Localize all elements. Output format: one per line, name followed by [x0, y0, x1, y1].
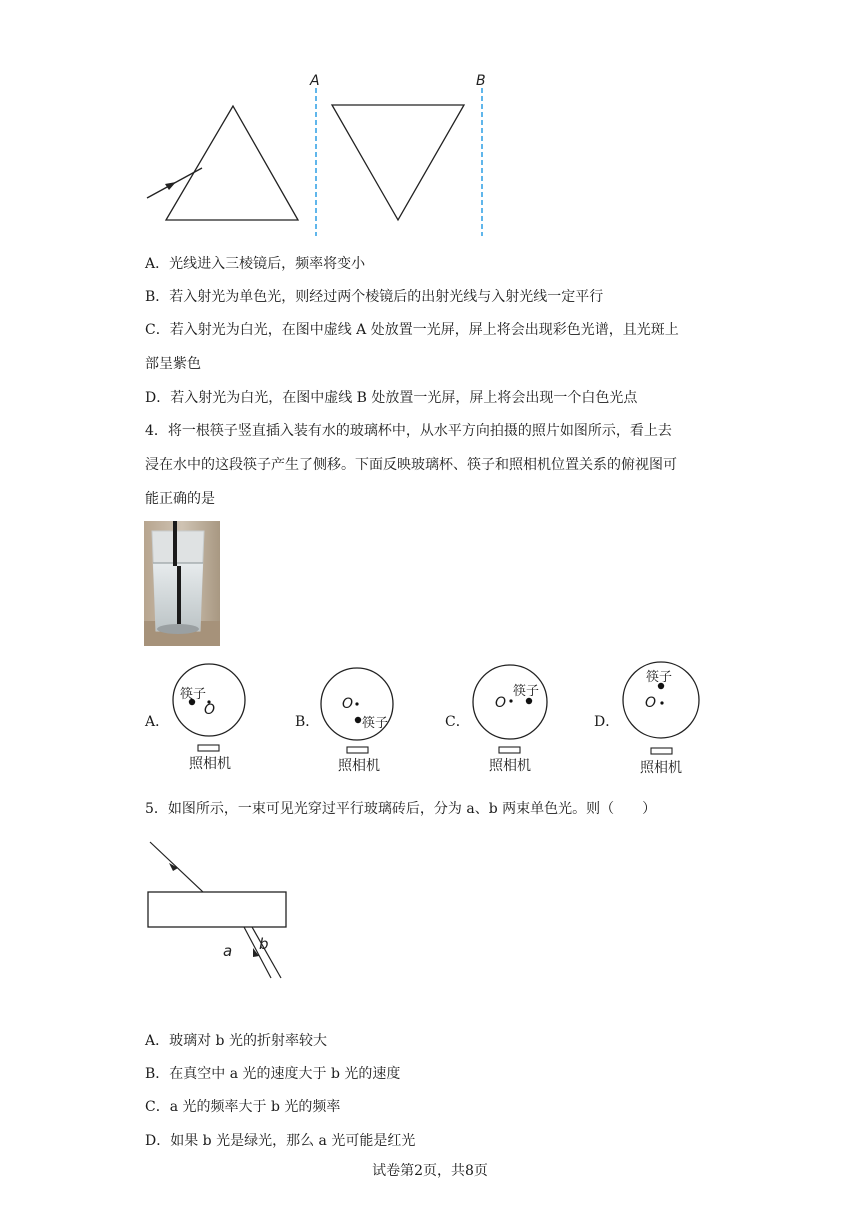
label-b: B	[476, 73, 486, 89]
q5-option-b: B．在真空中 a 光的速度大于 b 光的速度	[145, 1066, 401, 1082]
q4-option-c[interactable]	[445, 662, 565, 777]
camera-label: 照相机	[489, 758, 531, 774]
chopstick-label: 筷子	[180, 687, 207, 702]
chopstick-label: 筷子	[362, 716, 389, 731]
q3-option-c-line2: 部呈紫色	[145, 356, 201, 372]
camera-icon	[651, 748, 672, 754]
camera-icon	[347, 747, 368, 753]
glass-slab	[148, 892, 286, 927]
center-label: O	[204, 702, 216, 718]
page-footer: 试卷第2页，共8页	[372, 1163, 488, 1179]
camera-icon	[198, 745, 219, 751]
center-dot	[355, 702, 358, 705]
q3-option-b: B．若入射光为单色光，则经过两个棱镜后的出射光线与入射光线一定平行	[145, 289, 604, 305]
incident-ray	[150, 842, 203, 892]
center-dot	[660, 701, 663, 704]
ray-arrow-icon	[165, 182, 176, 190]
chopstick-label: 筷子	[513, 684, 540, 699]
glass-photo	[144, 521, 220, 646]
q3-option-a: A．光线进入三棱镜后，频率将变小	[145, 256, 366, 272]
center-label: O	[342, 696, 354, 712]
glass-slab-figure	[140, 836, 300, 986]
q3-option-c-line1: C．若入射光为白光，在图中虚线 A 处放置一光屏，屏上将会出现彩色光谱，且光斑上	[145, 322, 679, 338]
camera-label: 照相机	[640, 760, 682, 776]
option-letter: B．	[295, 714, 320, 730]
option-letter: D．	[594, 714, 620, 730]
q4-option-d[interactable]	[594, 658, 714, 778]
chopstick-dot	[355, 717, 361, 723]
q4-stem-line2: 浸在水中的这段筷子产生了侧移。下面反映玻璃杯、筷子和照相机位置关系的俯视图可	[145, 457, 677, 473]
label-a: A	[310, 73, 320, 89]
option-letter: C．	[445, 714, 470, 730]
q4-option-a[interactable]	[145, 662, 265, 777]
center-label: O	[645, 695, 657, 711]
q5-option-d: D．如果 b 光是绿光，那么 a 光可能是红光	[145, 1133, 416, 1149]
chopstick-label: 筷子	[646, 670, 673, 685]
q4-stem-line1: 4．将一根筷子竖直插入装有水的玻璃杯中，从水平方向拍摄的照片如图所示，看上去	[145, 423, 672, 439]
q5-option-a: A．玻璃对 b 光的折射率较大	[145, 1033, 327, 1049]
center-dot	[509, 699, 512, 702]
prism-right	[332, 105, 464, 220]
label-a: a	[223, 942, 233, 960]
camera-icon	[499, 747, 520, 753]
q3-option-d: D．若入射光为白光，在图中虚线 B 处放置一光屏，屏上将会出现一个白色光点	[145, 390, 638, 406]
center-label: O	[495, 695, 507, 711]
prism-left	[166, 106, 298, 220]
q4-stem-line3: 能正确的是	[145, 491, 215, 507]
camera-label: 照相机	[189, 756, 231, 772]
label-b: b	[259, 935, 269, 953]
q4-option-b[interactable]	[295, 662, 415, 777]
camera-label: 照相机	[338, 758, 380, 774]
q5-option-c: C．a 光的频率大于 b 光的频率	[145, 1099, 341, 1115]
option-letter: A．	[145, 714, 170, 730]
prism-figure	[140, 68, 500, 240]
q5-stem: 5．如图所示，一束可见光穿过平行玻璃砖后，分为 a、b 两束单色光。则（ ）	[145, 801, 657, 817]
